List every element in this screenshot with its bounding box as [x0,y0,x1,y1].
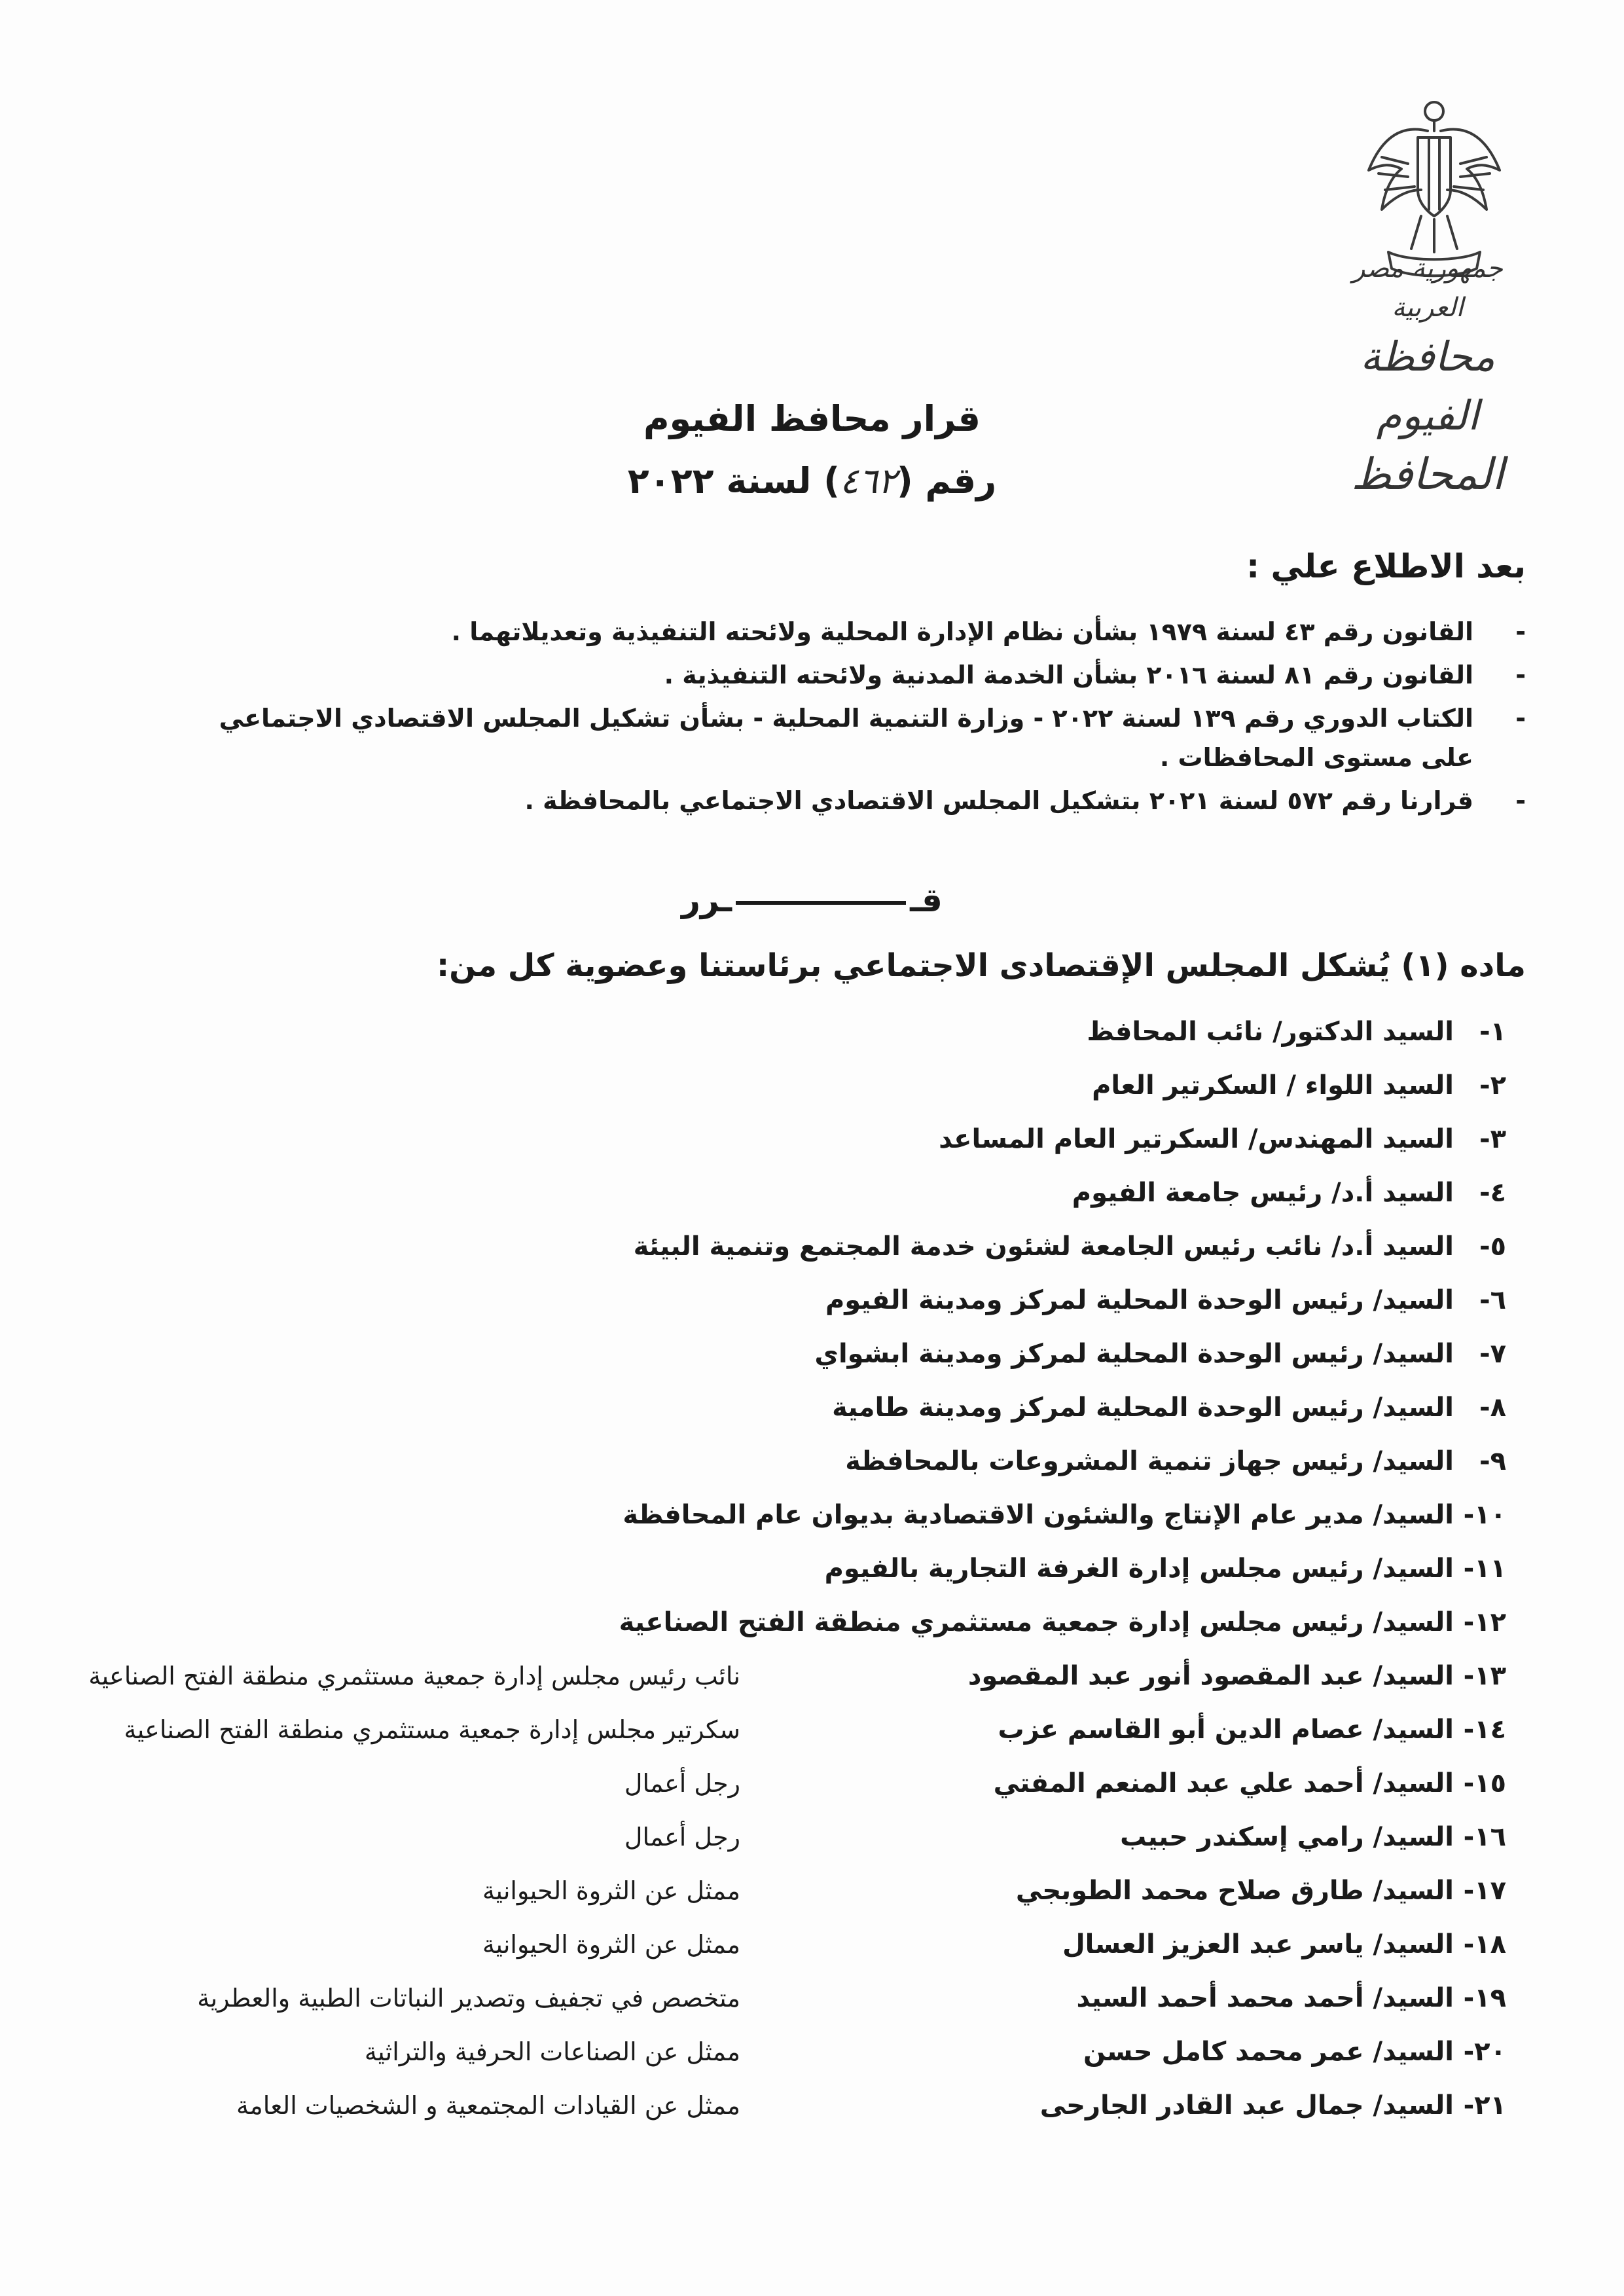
member-number: ٢- [1479,1070,1506,1101]
member-number: ٤- [1479,1178,1506,1208]
letterhead-governorate: محافظة الفيوم [1360,333,1495,439]
preamble-heading: بعد الاطلاع علي : [1246,547,1526,585]
member-role: ممثل عن الثروة الحيوانية [482,1930,740,1959]
member-row [79,1595,1506,1649]
member-name: السيد المهندس/ السكرتير العام المساعد [939,1124,1454,1154]
decree-title: قرار محافظ الفيوم [643,398,981,439]
member-name: السيد الدكتور/ نائب المحافظ [1087,1017,1454,1047]
member-number: ١٦- [1463,1822,1506,1852]
member-row [79,1273,1506,1327]
member-number: ٣- [1479,1124,1506,1154]
member-role: رجل أعمال [624,1769,740,1798]
member-name: السيد اللواء / السكرتير العام [1092,1070,1454,1101]
member-row [79,1434,1506,1488]
member-row [79,1327,1506,1381]
decision-heading [0,877,1624,923]
preamble-item [86,699,1526,777]
member-name: السيد/ رئيس مجلس إدارة الغرفة التجارية بالفيوم [824,1554,1454,1584]
member-number: ١٨- [1463,1929,1506,1959]
preamble-text: القانون رقم ٨١ لسنة ٢٠١٦ بشأن الخدمة المدنية ولائحته التنفيذية . [664,661,1473,689]
preamble-text: قرارنا رقم ٥٧٢ لسنة ٢٠٢١ بتشكيل المجلس الاقتصادي الاجتماعي بالمحافظة . [524,786,1473,815]
member-role: متخصص في تجفيف وتصدير النباتات الطبية والعطرية [197,1984,740,2013]
member-row [79,1757,1506,1810]
member-number: ٩- [1479,1446,1506,1476]
member-row [79,1971,1506,2025]
member-name: السيد أ.د/ رئيس جامعة الفيوم [1072,1178,1454,1208]
member-role: نائب رئيس مجلس إدارة جمعية مستثمري منطقة الفتح الصناعية [88,1662,740,1690]
member-number: ١٧- [1463,1876,1506,1906]
member-row [79,2079,1506,2132]
member-row [79,1381,1506,1434]
member-number: ١٣- [1463,1661,1506,1691]
member-row [79,1649,1506,1703]
preamble-dash: - [1515,617,1526,646]
member-number: ٥- [1479,1231,1506,1262]
member-name: السيد/ رئيس الوحدة المحلية لمركز ومدينة ابشواي [814,1339,1454,1369]
member-number: ٧- [1479,1339,1506,1369]
preamble-dash: - [1515,661,1526,689]
member-row [79,1220,1506,1273]
member-row [79,1488,1506,1542]
preamble-text-continued: على مستوى المحافظات . [1159,743,1473,772]
member-role: رجل أعمال [624,1823,740,1851]
decision-word-start: قـ [910,881,943,919]
members-list [79,1005,1506,2132]
member-name: السيد/ جمال عبد القادر الجارحى [1039,2090,1454,2121]
member-row [79,1166,1506,1220]
member-name: السيد/ رئيس الوحدة المحلية لمركز ومدينة طامية [832,1393,1454,1423]
member-name: السيد/ رئيس الوحدة المحلية لمركز ومدينة الفيوم [825,1285,1454,1315]
article-1: ماده (١) يُشكل المجلس الإقتصادى الاجتماعي برئاستنا وعضوية كل من: [436,947,1526,984]
preamble-item [86,612,1526,651]
member-role: سكرتير مجلس إدارة جمعية مستثمري منطقة الفتح الصناعية [124,1715,740,1744]
member-name: السيد/ أحمد محمد أحمد السيد [1076,1983,1454,2013]
decision-kashida-line [736,901,906,905]
member-row [79,1005,1506,1059]
member-number: ١٠- [1463,1500,1506,1530]
member-name: السيد/ ياسر عبد العزيز العسال [1062,1929,1454,1959]
member-row [79,1542,1506,1595]
member-number: ٦- [1479,1285,1506,1315]
letterhead-office: المحافظ [1351,449,1504,500]
member-role: ممثل عن القيادات المجتمعية و الشخصيات العامة [236,2091,740,2120]
member-name: السيد/ رئيس مجلس إدارة جمعية مستثمري منطقة الفتح الصناعية [619,1607,1454,1637]
decree-number [0,452,1624,511]
preamble-item [86,655,1526,695]
member-number: ٢١- [1463,2090,1506,2121]
member-row [79,1864,1506,1918]
member-number: ١- [1479,1017,1506,1047]
member-name: السيد أ.د/ نائب رئيس الجامعة لشئون خدمة المجتمع وتنمية البيئة [633,1231,1454,1262]
preamble-dash: - [1515,786,1526,815]
decision-word-end: ـرر [681,881,732,919]
member-name: السيد/ عمر محمد كامل حسن [1083,2037,1454,2067]
member-row [79,1810,1506,1864]
member-number: ١٢- [1463,1607,1506,1637]
preamble-text: الكتاب الدوري رقم ١٣٩ لسنة ٢٠٢٢ - وزارة التنمية المحلية - بشأن تشكيل المجلس الاقتصادي الاجتماعي [219,704,1473,733]
member-row [79,1918,1506,1971]
preamble-item [86,781,1526,820]
member-number: ١٥- [1463,1768,1506,1798]
preamble-text: القانون رقم ٤٣ لسنة ١٩٧٩ بشأن نظام الإدارة المحلية ولائحته التنفيذية وتعديلاتهما . [451,617,1473,646]
member-name: السيد/ طارق صلاح محمد الطوبجي [1015,1876,1454,1906]
member-name: السيد/ أحمد علي عبد المنعم المفتي [993,1768,1454,1798]
member-row [79,1112,1506,1166]
member-name: السيد/ مدير عام الإنتاج والشئون الاقتصادية بديوان عام المحافظة [623,1500,1454,1530]
member-role: ممثل عن الثروة الحيوانية [482,1876,740,1905]
member-name: السيد/ عصام الدين أبو القاسم عزب [998,1715,1454,1745]
member-number: ١١- [1463,1554,1506,1584]
member-row [79,1703,1506,1757]
member-name: السيد/ رئيس جهاز تنمية المشروعات بالمحافظة [845,1446,1454,1476]
member-number: ٨- [1479,1393,1506,1423]
decree-number-prefix: رقم ( [896,460,997,501]
decree-number-suffix: ) لسنة ٢٠٢٢ [627,460,840,501]
member-row [79,2025,1506,2079]
member-name: السيد/ عبد المقصود أنور عبد المقصود [967,1661,1454,1691]
member-number: ١٤- [1463,1715,1506,1745]
member-row [79,1059,1506,1112]
preamble-dash: - [1515,704,1526,733]
member-number: ٢٠- [1463,2037,1506,2067]
decree-number-handwritten: ٤٦٢ [839,460,897,501]
member-role: ممثل عن الصناعات الحرفية والتراثية [364,2037,740,2066]
member-name: السيد/ رامي إسكندر حبيب [1120,1822,1454,1852]
preamble-list [86,612,1526,824]
member-number: ١٩- [1463,1983,1506,2013]
letterhead-country: جمهورية مصر العربية [1352,253,1503,323]
